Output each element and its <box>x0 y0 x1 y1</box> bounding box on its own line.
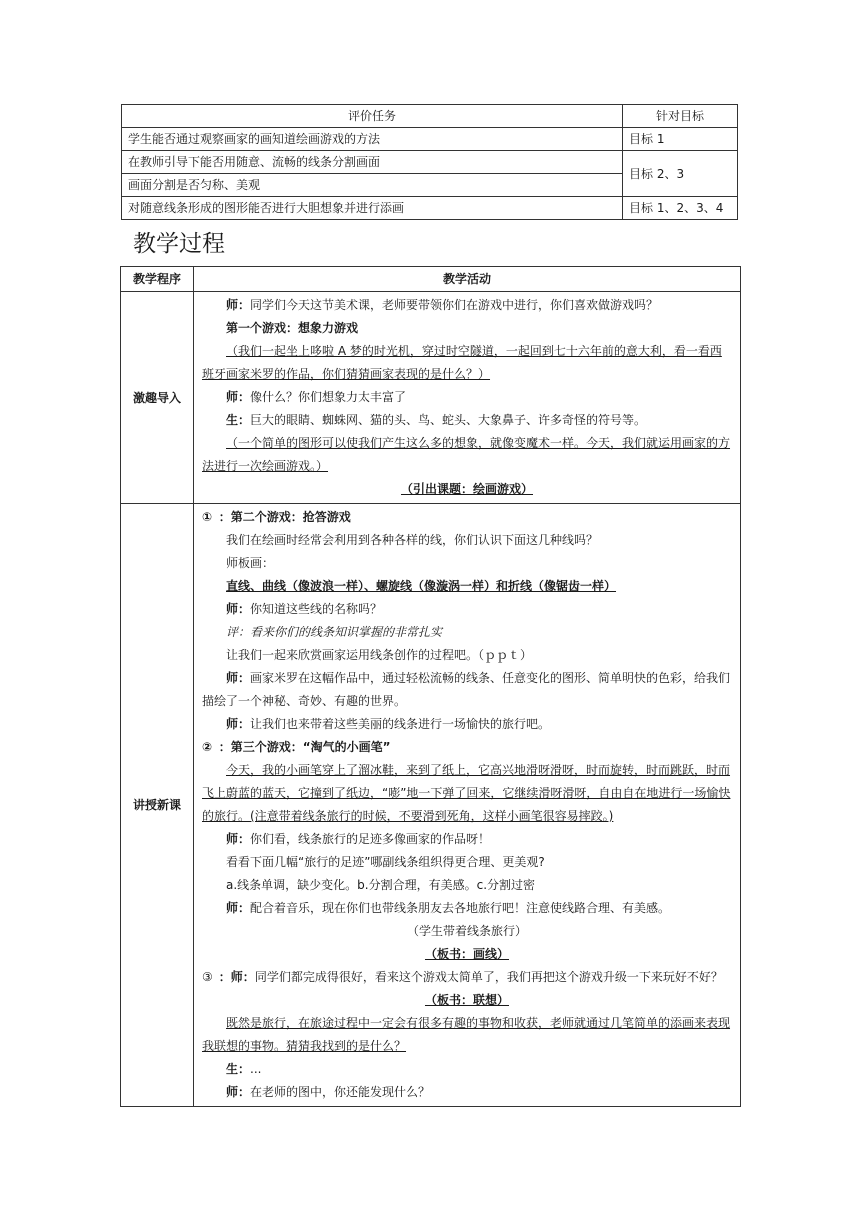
teaching-process-table <box>120 266 741 1107</box>
header-task: 评价任务 <box>122 105 623 128</box>
text-line <box>202 409 732 432</box>
speaker: 师： <box>226 390 251 404</box>
task-cell: 在教师引导下能否用随意、流畅的线条分割画面 <box>122 151 623 174</box>
game-title <box>202 736 732 759</box>
table-header-row <box>121 267 741 292</box>
text-line <box>202 828 732 851</box>
task-cell: 对随意线条形成的图形能否进行大胆想象并进行添画 <box>122 197 623 220</box>
text-line <box>202 1081 732 1104</box>
line-text: 你知道这些线的名称吗？ <box>250 602 383 616</box>
line-text: 画家米罗在这幅作品中，通过轻松流畅的线条、任意变化的图形、简单明快的色彩，给我们描绘了一个神秘、奇妙、有趣的世界。 <box>202 671 731 708</box>
text-line: 既然是旅行，在旅途过程中一定会有很多有趣的事物和收获，老师就通过几笔简单的添画来表现我联想的事物。猜猜我找到的是什么？ <box>202 1016 731 1053</box>
text-line <box>202 294 732 317</box>
text-line <box>202 713 732 736</box>
line-text: 你们看，线条旅行的足迹多像画家的作品呀！ <box>250 832 491 846</box>
stage-content <box>194 504 741 1107</box>
speaker: 生： <box>226 1062 251 1076</box>
stage-row-new-lesson <box>121 504 741 1107</box>
circled-number: ③ <box>202 970 213 984</box>
speaker: 师： <box>226 671 251 685</box>
text-line: （我们一起坐上哆啦 A 梦的时光机，穿过时空隧道，一起回到七十六年前的意大利，看一看西班牙画家米罗的作品，你们猜猜画家表现的是什么？） <box>202 344 722 381</box>
line-text: ：第二个游戏：抢答游戏 <box>218 510 351 524</box>
text-line: 今天，我的小画笔穿上了溜冰鞋，来到了纸上，它高兴地滑呀滑呀，时而旋转，时而跳跃，时而飞上蔚蓝的蓝天，它撞到了纸边，“嘭”地一下弹了回来，它继续滑呀滑呀，自由自在地进行一场愉快的旅行。(注意带着线条旅行的时候，不要滑到死角，这样小画笔很容易摔跤。) <box>202 763 731 823</box>
stage-label: 激趣导入 <box>121 292 194 504</box>
text-line: （学生带着线条旅行） <box>406 924 527 938</box>
text-line: （一个简单的图形可以使我们产生这么多的想象，就像变魔术一样。今天，我们就运用画家的方法进行一次绘画游戏。） <box>202 436 731 473</box>
speaker: 师： <box>226 901 251 915</box>
text-line <box>202 386 732 409</box>
text-line <box>202 897 732 920</box>
stage-label: 讲授新课 <box>121 504 194 1107</box>
speaker: 生： <box>226 413 251 427</box>
line-text: 巨大的眼睛、蜘蛛网、猫的头、鸟、蛇头、大象鼻子、许多奇怪的符号等。 <box>250 413 647 427</box>
speaker: 师： <box>226 1085 251 1099</box>
table-header-row <box>122 105 738 128</box>
game-title: 第一个游戏：想象力游戏 <box>226 321 359 335</box>
section-title: 教学过程 <box>133 231 225 257</box>
speaker: 师： <box>226 832 251 846</box>
header-activity: 教学活动 <box>194 267 741 292</box>
target-cell: 目标 2、3 <box>623 151 738 197</box>
table-row <box>122 151 738 174</box>
line-types: 直线、曲线（像波浪一样）、螺旋线（像漩涡一样）和折线（像锯齿一样） <box>226 579 617 593</box>
text-line <box>202 1058 732 1081</box>
line-text: 配合着音乐，现在你们也带线条朋友去各地旅行吧！注意使线路合理、有美感。 <box>250 901 671 915</box>
speaker: 师： <box>226 602 251 616</box>
stage-row-intro <box>121 292 741 504</box>
line-text: 同学们今天这节美术课，老师要带领你们在游戏中进行，你们喜欢做游戏吗？ <box>250 298 659 312</box>
board-note: （板书：联想） <box>424 993 509 1007</box>
line-text: 像什么？你们想象力太丰富了 <box>250 390 407 404</box>
board-note: （板书：画线） <box>424 947 509 961</box>
line-text: 在老师的图中，你还能发现什么？ <box>250 1085 431 1099</box>
table-row <box>122 128 738 151</box>
comment-line: 评：看来你们的线条知识掌握的非常扎实 <box>226 625 443 639</box>
line-text: 同学们都完成得很好，看来这个游戏太简单了，我们再把这个游戏升级一下来玩好不好？ <box>254 970 723 984</box>
text-line <box>202 667 732 713</box>
options-line: a.线条单调，缺少变化。b.分割合理，有美感。c.分割过密 <box>226 878 536 892</box>
circled-number: ② <box>202 740 213 754</box>
line-text: 让我们也来带着这些美丽的线条进行一场愉快的旅行吧。 <box>250 717 551 731</box>
speaker: 师： <box>226 717 251 731</box>
lesson-topic: （引出课题：绘画游戏） <box>400 482 533 496</box>
target-cell: 目标 1 <box>623 128 738 151</box>
task-cell: 学生能否通过观察画家的画知道绘画游戏的方法 <box>122 128 623 151</box>
text-line <box>202 598 732 621</box>
text-line: 让我们一起来欣赏画家运用线条创作的过程吧。（ｐｐｔ） <box>226 648 533 662</box>
line-text: ：第三个游戏：“淘气的小画笔” <box>218 740 391 754</box>
circled-number: ① <box>202 510 213 524</box>
game-title <box>202 506 732 529</box>
line-text: ... <box>250 1062 262 1076</box>
speaker: ：师： <box>218 970 255 984</box>
target-cell: 目标 1、2、3、4 <box>623 197 738 220</box>
text-line: 师板画： <box>226 556 275 570</box>
header-target: 针对目标 <box>623 105 738 128</box>
header-procedure: 教学程序 <box>121 267 194 292</box>
text-line: 我们在绘画时经常会利用到各种各样的线，你们认识下面这几种线吗？ <box>226 533 599 547</box>
speaker: 师： <box>226 298 251 312</box>
table-row <box>122 197 738 220</box>
task-cell: 画面分割是否匀称、美观 <box>122 174 623 197</box>
evaluation-table <box>121 104 738 220</box>
stage-content <box>194 292 741 504</box>
text-line <box>202 966 732 989</box>
text-line: 看看下面几幅“旅行的足迹”哪副线条组织得更合理、更美观? <box>226 855 545 869</box>
